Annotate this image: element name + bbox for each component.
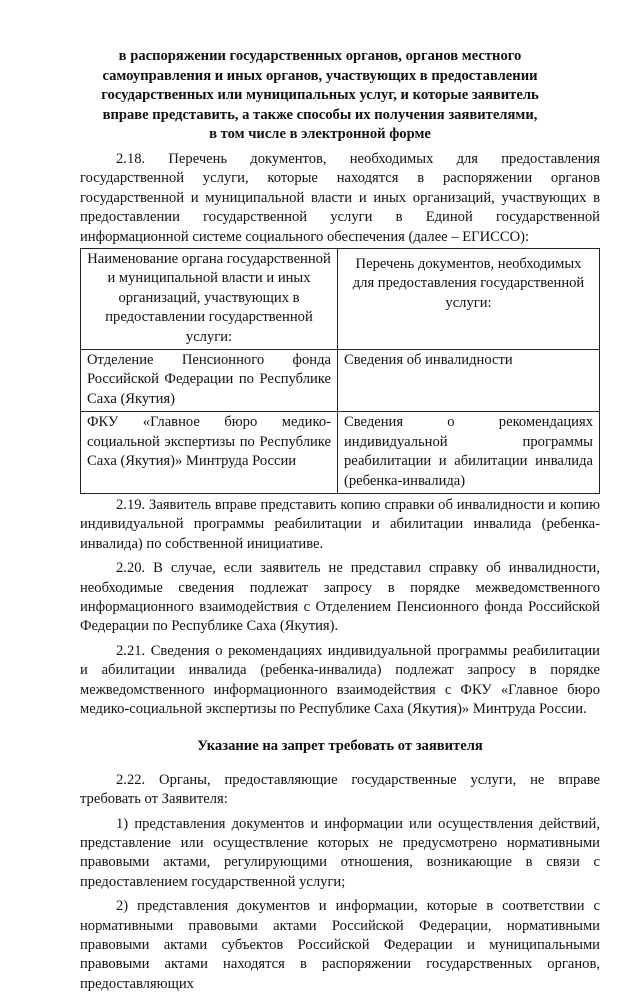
paragraph-2-19: 2.19. Заявитель вправе представить копию справки об инвалидности и копию индивидуальной программы реабилитации и абилитации инвалида (ребенка-инвалида) по собственной инициативе. <box>80 496 600 552</box>
heading-line: самоуправления и иных органов, участвующих в предоставлении <box>102 67 538 84</box>
heading-line: в том числе в электронной форме <box>209 126 431 142</box>
table-header-row <box>81 249 600 350</box>
heading-line: государственных или муниципальных услуг, и которые заявитель <box>101 87 539 103</box>
paragraph-2-20: 2.20. В случае, если заявитель не представил справку об инвалидности, необходимые сведения подлежат запросу в порядке межведомственного информационного взаимодействия с Отделением Пенсионного фонда Российской Федерации по Республике Саха (Якутия). <box>80 560 600 635</box>
heading-line: вправе представить, а также способы их получения заявителями, <box>102 106 538 123</box>
heading-line: в распоряжении государственных органов, органов местного <box>118 48 522 64</box>
table-cell: ФКУ «Главное бюро медико-социальной экспертизы по Республике Саха (Якутия)» Минтруда России <box>81 412 338 494</box>
table-row <box>81 350 600 412</box>
documents-table <box>80 248 600 494</box>
table-row <box>81 412 600 494</box>
section-title: Указание на запрет требовать от заявителя <box>197 738 483 755</box>
document-body <box>80 150 600 999</box>
table-cell: Сведения о рекомендациях индивидуальной программы реабилитации и абилитации инвалида (ребенка-инвалида) <box>338 412 600 494</box>
section-heading <box>100 47 540 145</box>
paragraph-2-21: 2.21. Сведения о рекомендациях индивидуальной программы реабилитации и абилитации инвалида (ребенка-инвалида) подлежат запросу в порядке межведомственного информационного взаимодействия с ФКУ «Главное бюро медико-социальной экспертизы по Республике Саха (Якутия)» Минтруда России. <box>80 642 600 717</box>
list-item: 2) представления документов и информации, которые в соответствии с нормативными правовыми актами Российской Федерации, нормативными правовыми актами субъектов Российской Федерации и муниципальными правовыми актами находятся в распоряжении государственных органов, предоставляющих <box>80 898 600 992</box>
table-cell: Отделение Пенсионного фонда Российской Федерации по Республике Саха (Якутия) <box>81 350 338 412</box>
table-header-cell: Наименование органа государственной и муниципальной власти и иных организаций, участвующих в предоставлении государственной услуги: <box>81 249 338 350</box>
paragraph-2-18: 2.18. Перечень документов, необходимых для предоставления государственной услуги, которые находятся в распоряжении органов государственной и муниципальной власти и иных организаций, участвующих в предоставлении государственной услуги в Единой государственной информационной системе социального обеспечения (далее – ЕГИССО): <box>80 151 600 245</box>
table-cell: Сведения об инвалидности <box>338 350 600 412</box>
list-item: 1) представления документов и информации или осуществления действий, представление или осуществление которых не предусмотрено нормативными правовыми актами, регулирующими отношения, возникающие в связи с предоставлением государственной услуги; <box>80 815 600 890</box>
table-header-cell: Перечень документов, необходимых для предоставления государственной услуги: <box>338 249 600 350</box>
paragraph-2-22: 2.22. Органы, предоставляющие государственные услуги, не вправе требовать от Заявителя: <box>80 771 600 808</box>
